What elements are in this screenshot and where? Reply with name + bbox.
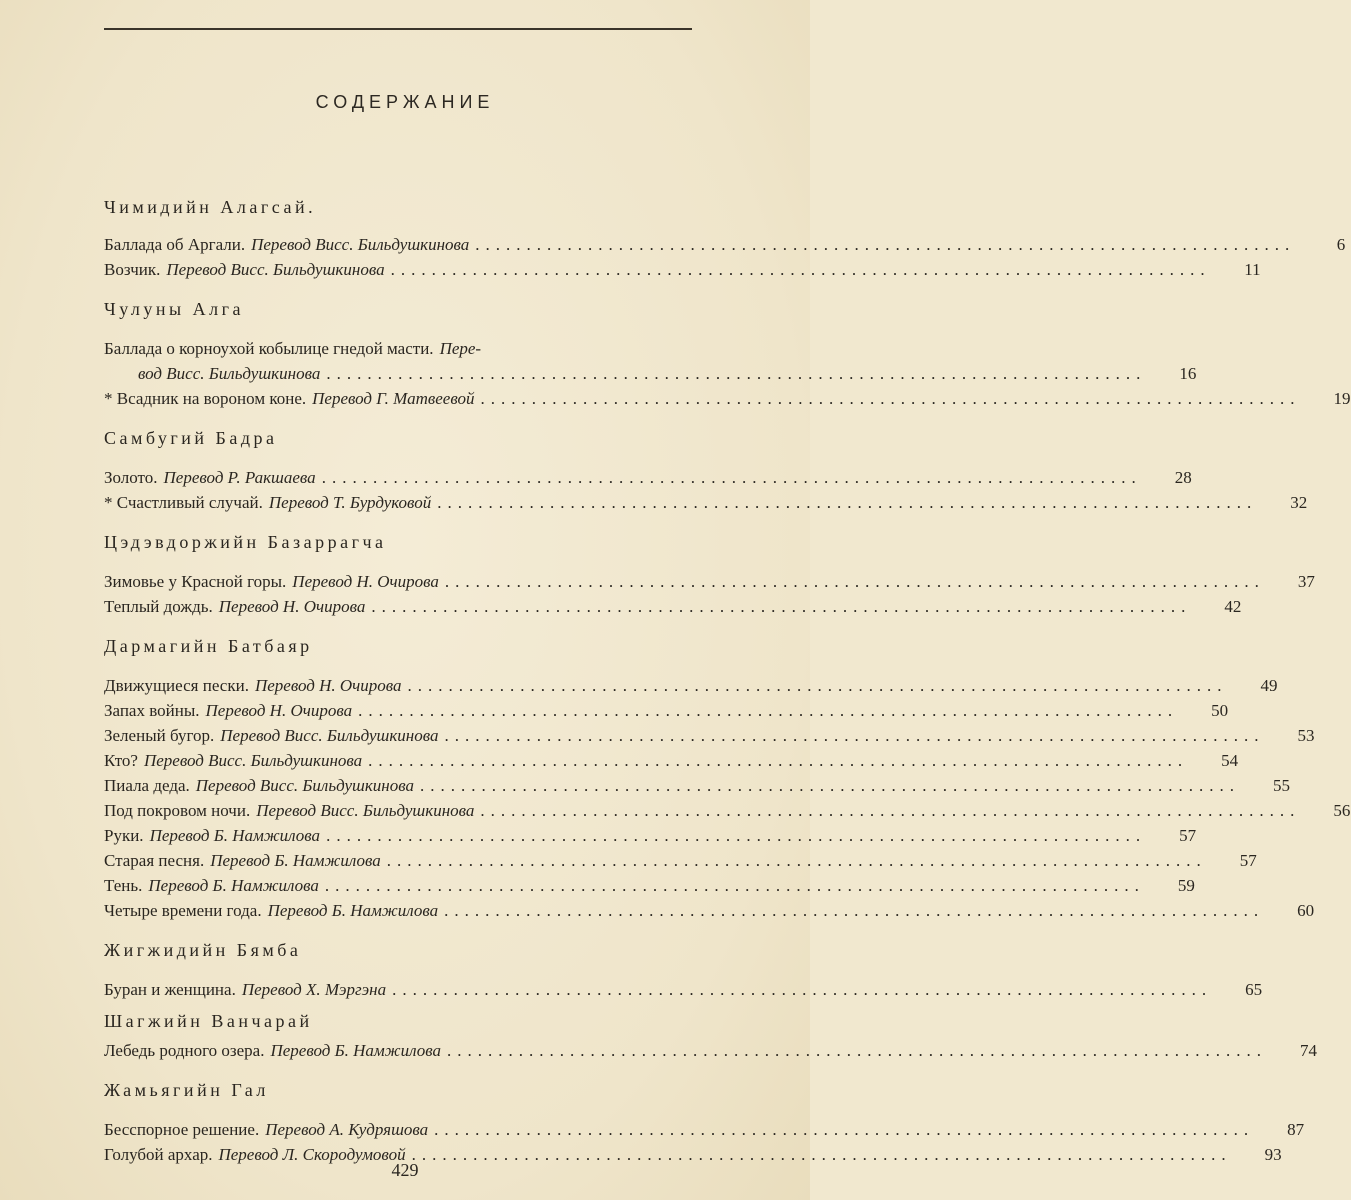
entry-translator: Перевод Висс. Бильдушкинова bbox=[166, 260, 385, 279]
entry-translator: Перевод Висс. Бильдушкинова bbox=[195, 776, 414, 795]
entry-title: Движущиеся пески. bbox=[104, 676, 249, 695]
entry-translator: Перевод Н. Очирова bbox=[205, 701, 353, 720]
entry-translator: Перевод Н. Очирова bbox=[218, 597, 366, 616]
entry-page-number: 56 bbox=[1333, 801, 1351, 820]
author-name: Цэдэвдоржийн Базаррагча bbox=[104, 532, 387, 552]
toc-entry[interactable] bbox=[104, 723, 1315, 748]
leader-dots: ................................................................................ bbox=[475, 235, 1296, 254]
toc-entry[interactable] bbox=[104, 569, 1315, 594]
toc-entry[interactable] bbox=[104, 386, 1351, 411]
entry-page-number: 65 bbox=[1245, 980, 1263, 999]
leader-dots: ................................................................................ bbox=[411, 1145, 1232, 1164]
entry-translator: Перевод Б. Намжилова bbox=[148, 876, 319, 895]
entry-translator: Перевод Т. Бурдуковой bbox=[268, 493, 432, 512]
entry-title: * Счастливый случай. bbox=[104, 493, 263, 512]
entry-title: * Всадник на вороном коне. bbox=[104, 389, 307, 408]
leader-dots: ................................................................................ bbox=[371, 597, 1192, 616]
entry-translator-part1: Пере- bbox=[439, 339, 482, 358]
entry-translator: Перевод Б. Намжилова bbox=[149, 826, 321, 845]
author-name: Жамьягийн Гал bbox=[104, 1080, 269, 1100]
entry-translator-part2: вод Висс. Бильдушкинова bbox=[138, 364, 321, 383]
entry-title: Теплый дождь. bbox=[104, 597, 213, 616]
toc-entry[interactable] bbox=[104, 1038, 1317, 1063]
entry-page-number: 54 bbox=[1221, 751, 1239, 770]
toc-entry[interactable] bbox=[104, 594, 1242, 619]
leader-dots: ................................................................................ bbox=[444, 572, 1265, 591]
entry-translator: Перевод Висс. Бильдушкинова bbox=[256, 801, 475, 820]
entry-translator: Перевод Висс. Бильдушкинова bbox=[143, 751, 363, 770]
leader-dots: ................................................................................ bbox=[321, 468, 1142, 487]
entries-list bbox=[104, 673, 1351, 923]
entries-list bbox=[104, 977, 1263, 1002]
entry-title: Золото. bbox=[104, 468, 158, 487]
leader-dots: ................................................................................ bbox=[358, 701, 1179, 720]
leader-dots: ................................................................................ bbox=[324, 876, 1145, 895]
toc-entry[interactable] bbox=[104, 465, 1192, 490]
entry-page-number: 19 bbox=[1333, 389, 1351, 408]
entry-translator: Перевод Висс. Бильдушкинова bbox=[220, 726, 439, 745]
entry-page-number: 87 bbox=[1287, 1120, 1305, 1139]
entry-title: Баллада о корноухой кобылице гнедой масти. bbox=[104, 339, 434, 358]
leader-dots: ................................................................................ bbox=[444, 726, 1265, 745]
leader-dots: ................................................................................ bbox=[434, 1120, 1255, 1139]
entry-page-number: 6 bbox=[1336, 235, 1346, 254]
author-name: Самбугий Бадра bbox=[104, 428, 278, 448]
entry-page-number: 37 bbox=[1297, 572, 1315, 591]
entry-title: Руки. bbox=[104, 826, 144, 845]
entry-page-number: 11 bbox=[1244, 260, 1261, 279]
entry-title: Лебедь родного озера. bbox=[104, 1041, 265, 1060]
page-number: 429 bbox=[391, 1160, 419, 1180]
toc-entry[interactable] bbox=[104, 490, 1308, 515]
leader-dots: ................................................................................ bbox=[326, 364, 1147, 383]
table-of-contents bbox=[104, 194, 1351, 1181]
entry-title: Кто? bbox=[104, 751, 138, 770]
toc-entry[interactable] bbox=[104, 1117, 1305, 1142]
entries-list bbox=[104, 569, 1315, 619]
entry-translator: Перевод Х. Мэргэна bbox=[241, 980, 387, 999]
entry-translator: Перевод Р. Ракшаева bbox=[163, 468, 316, 487]
toc-section bbox=[104, 1077, 1305, 1167]
author-name: Шагжийн Ванчарай bbox=[104, 1011, 313, 1031]
entry-title: Тень. bbox=[104, 876, 143, 895]
entries-list bbox=[104, 336, 1351, 411]
entry-title: Пиала деда. bbox=[104, 776, 190, 795]
entry-page-number: 49 bbox=[1260, 676, 1278, 695]
leader-dots: ................................................................................ bbox=[419, 776, 1240, 795]
leader-dots: ................................................................................ bbox=[446, 1041, 1267, 1060]
toc-entry[interactable] bbox=[104, 848, 1257, 873]
page-heading: СОДЕРЖАНИЕ bbox=[315, 92, 495, 112]
entry-title: Старая песня. bbox=[104, 851, 205, 870]
author-name: Чимидийн Алагсай. bbox=[104, 197, 317, 217]
leader-dots: ................................................................................ bbox=[392, 980, 1213, 999]
toc-section bbox=[104, 633, 1351, 923]
entry-title: Возчик. bbox=[104, 260, 161, 279]
toc-section bbox=[104, 425, 1308, 515]
toc-section bbox=[104, 1008, 1317, 1063]
entry-page-number: 16 bbox=[1179, 364, 1197, 383]
entry-title: Запах войны. bbox=[104, 701, 200, 720]
leader-dots: ................................................................................ bbox=[390, 260, 1211, 279]
entry-page-number: 55 bbox=[1272, 776, 1290, 795]
entry-page-number: 28 bbox=[1174, 468, 1192, 487]
entry-page-number: 32 bbox=[1290, 493, 1308, 512]
entry-translator: Перевод Б. Намжилова bbox=[210, 851, 381, 870]
entry-title: Зеленый бугор. bbox=[104, 726, 215, 745]
toc-section bbox=[104, 937, 1263, 1002]
entry-title: Зимовье у Красной горы. bbox=[104, 572, 287, 591]
toc-entry[interactable] bbox=[104, 336, 1197, 386]
entry-page-number: 74 bbox=[1299, 1041, 1317, 1060]
toc-section bbox=[104, 529, 1315, 619]
toc-entry[interactable] bbox=[104, 698, 1229, 723]
entries-list bbox=[104, 232, 1346, 282]
leader-dots: ................................................................................ bbox=[368, 751, 1189, 770]
entry-title: Буран и женщина. bbox=[104, 980, 236, 999]
leader-dots: ................................................................................ bbox=[480, 801, 1301, 820]
author-name: Дармагийн Батбаяр bbox=[104, 636, 313, 656]
entry-title: Бесспорное решение. bbox=[104, 1120, 260, 1139]
entry-translator: Перевод Б. Намжилова bbox=[270, 1041, 441, 1060]
toc-section bbox=[104, 194, 1346, 282]
toc-entry[interactable] bbox=[104, 873, 1195, 898]
toc-section bbox=[104, 296, 1351, 411]
toc-entry[interactable] bbox=[104, 898, 1315, 923]
entries-list bbox=[104, 1038, 1317, 1063]
entry-translator: Перевод Л. Скородумовой bbox=[218, 1145, 406, 1164]
toc-entry[interactable] bbox=[104, 748, 1239, 773]
entry-page-number: 57 bbox=[1239, 851, 1257, 870]
entry-title: Под покровом ночи. bbox=[104, 801, 251, 820]
entry-page-number: 60 bbox=[1297, 901, 1315, 920]
toc-entry[interactable] bbox=[104, 232, 1346, 257]
toc-entry[interactable] bbox=[104, 977, 1263, 1002]
entry-page-number: 57 bbox=[1179, 826, 1197, 845]
leader-dots: ................................................................................ bbox=[480, 389, 1301, 408]
top-rule-divider bbox=[104, 28, 692, 30]
toc-entry[interactable] bbox=[104, 257, 1261, 282]
entry-title: Голубой архар. bbox=[104, 1145, 213, 1164]
entry-page-number: 93 bbox=[1264, 1145, 1282, 1164]
toc-entry[interactable] bbox=[104, 798, 1351, 823]
entry-translator: Перевод Б. Намжилова bbox=[267, 901, 439, 920]
entry-title: Четыре времени года. bbox=[104, 901, 262, 920]
entry-translator: Перевод Н. Очирова bbox=[254, 676, 402, 695]
toc-entry[interactable] bbox=[104, 773, 1290, 798]
toc-entry[interactable] bbox=[104, 673, 1278, 698]
leader-dots: ................................................................................ bbox=[326, 826, 1147, 845]
leader-dots: ................................................................................ bbox=[437, 493, 1258, 512]
toc-entry[interactable] bbox=[104, 823, 1197, 848]
leader-dots: ................................................................................ bbox=[444, 901, 1265, 920]
entry-translator: Перевод Висс. Бильдушкинова bbox=[251, 235, 470, 254]
entry-page-number: 50 bbox=[1211, 701, 1229, 720]
entry-title: Баллада об Аргали. bbox=[104, 235, 246, 254]
entry-translator: Перевод А. Кудряшова bbox=[265, 1120, 429, 1139]
entry-page-number: 53 bbox=[1297, 726, 1315, 745]
leader-dots: ................................................................................ bbox=[386, 851, 1207, 870]
entry-page-number: 59 bbox=[1177, 876, 1195, 895]
entries-list bbox=[104, 465, 1308, 515]
entry-translator: Перевод Н. Очирова bbox=[292, 572, 439, 591]
author-name: Чулуны Алга bbox=[104, 299, 244, 319]
entry-translator: Перевод Г. Матвеевой bbox=[312, 389, 475, 408]
author-name: Жигжидийн Бямба bbox=[104, 940, 302, 960]
entry-page-number: 42 bbox=[1224, 597, 1242, 616]
leader-dots: ................................................................................ bbox=[407, 676, 1228, 695]
